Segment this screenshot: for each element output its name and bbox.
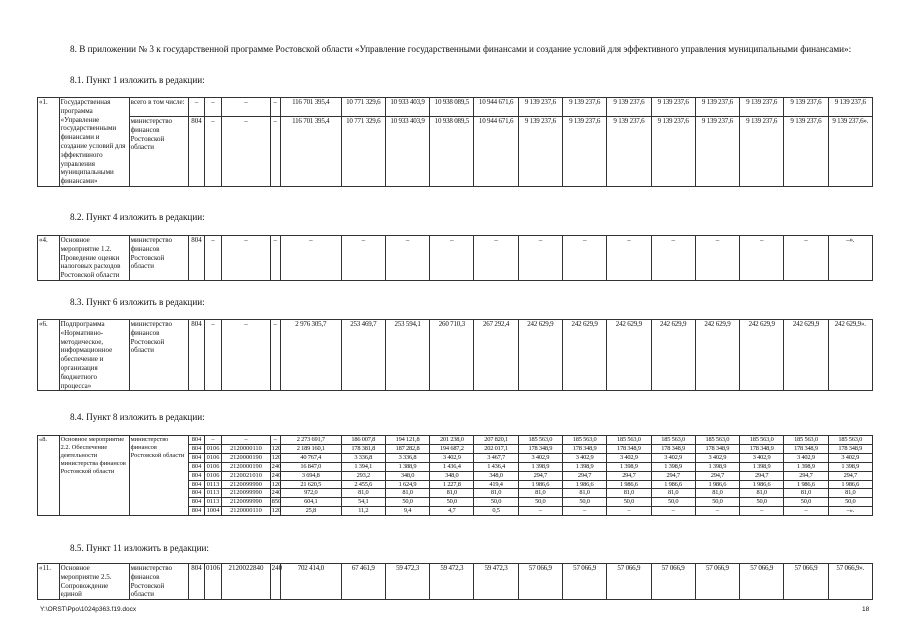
total-amount: 116 701 395,4: [280, 116, 341, 186]
year-amount: 242 629,9: [562, 320, 606, 391]
year-amount: 9 139 237,6: [562, 98, 606, 117]
grbs-code: –: [189, 98, 204, 117]
year-amount: 178 348,9: [518, 444, 562, 453]
year-amount: 194 121,8: [385, 436, 429, 445]
year-amount: 242 629,9».: [828, 320, 872, 391]
section-heading: 8.4. Пункт 8 изложить в редакции:: [70, 412, 205, 422]
item-number: «11.: [38, 564, 60, 600]
year-amount: 1 388,9: [385, 462, 429, 471]
year-amount: 253 469,7: [341, 320, 385, 391]
year-amount: –: [740, 236, 784, 281]
grbs-code: 804: [189, 462, 204, 471]
year-amount: 10 771 329,6: [341, 116, 385, 186]
year-amount: 50,0: [695, 498, 739, 507]
year-amount: 185 563,0: [562, 436, 606, 445]
total-amount: 2 273 691,7: [280, 436, 341, 445]
year-amount: 10 933 403,9: [385, 98, 429, 117]
year-amount: 294,7: [651, 471, 695, 480]
year-amount: 348,0: [430, 471, 474, 480]
item-number: «1.: [38, 98, 60, 187]
responsible-executor: всего в том числе:: [129, 98, 189, 117]
rzpr-code: –: [204, 436, 222, 445]
responsible-executor: министерство финансов Ростовской области: [129, 436, 189, 516]
year-amount: 81,0: [474, 489, 518, 498]
year-amount: 10 944 671,6: [474, 98, 518, 117]
year-amount: 185 563,0: [828, 436, 872, 445]
year-amount: 54,1: [341, 498, 385, 507]
vr-code: 240: [271, 489, 282, 497]
year-amount: 50,0: [607, 498, 651, 507]
year-amount: –: [651, 236, 695, 281]
year-amount: 57 066,9: [651, 564, 695, 600]
vr-code: 120: [271, 480, 282, 488]
year-amount: 1 398,9: [562, 462, 606, 471]
year-amount: –: [518, 507, 562, 516]
year-amount: 81,0: [784, 489, 828, 498]
year-amount: 50,0: [740, 498, 784, 507]
year-amount: 1 394,1: [341, 462, 385, 471]
year-amount: 50,0: [518, 498, 562, 507]
year-amount: 185 563,0: [518, 436, 562, 445]
amendment-table: [37, 235, 873, 281]
year-amount: 185 563,0: [695, 436, 739, 445]
csr-code: –: [222, 436, 270, 445]
rzpr-code: 0106: [204, 471, 222, 480]
year-amount: 348,0: [385, 471, 429, 480]
year-amount: 9 139 237,6: [740, 116, 784, 186]
year-amount: 1 986,6: [784, 480, 828, 489]
year-amount: 1 986,6: [828, 480, 872, 489]
responsible-executor: министерство финансов Ростовской области: [129, 320, 189, 391]
responsible-executor: министерство финансов Ростовской области: [129, 116, 189, 186]
csr-code: 2120099990: [222, 498, 270, 507]
year-amount: 178 348,9: [562, 444, 606, 453]
total-amount: 16 847,0: [280, 462, 341, 471]
year-amount: 50,0: [784, 498, 828, 507]
rzpr-code: 0106: [204, 453, 222, 462]
year-amount: –: [518, 236, 562, 281]
year-amount: 4,7: [430, 507, 474, 516]
year-amount: 57 066,9: [607, 564, 651, 600]
year-amount: 9 139 237,6: [695, 116, 739, 186]
year-amount: 81,0: [430, 489, 474, 498]
year-amount: 9 139 237,6: [651, 116, 695, 186]
year-amount: 9 139 237,6: [740, 98, 784, 117]
year-amount: 267 292,4: [474, 320, 518, 391]
year-amount: –: [607, 236, 651, 281]
year-amount: 9 139 237,6: [607, 116, 651, 186]
year-amount: 242 629,9: [651, 320, 695, 391]
year-amount: 253 594,1: [385, 320, 429, 391]
item-name: Основное мероприятие 2.5. Сопровождение единой: [59, 564, 129, 600]
year-amount: 1 986,6: [651, 480, 695, 489]
year-amount: 3 402,9: [740, 453, 784, 462]
year-amount: 3 402,9: [607, 453, 651, 462]
vr-code: –: [270, 436, 280, 445]
year-amount: 57 066,9: [740, 564, 784, 600]
year-amount: 178 348,9: [607, 444, 651, 453]
year-amount: –: [607, 507, 651, 516]
table-row: [38, 98, 873, 117]
total-amount: 604,1: [280, 498, 341, 507]
year-amount: 294,7: [607, 471, 651, 480]
year-amount: 178 348,9: [740, 444, 784, 453]
year-amount: 3 402,9: [695, 453, 739, 462]
vr-code: 850: [271, 498, 282, 506]
year-amount: –: [695, 236, 739, 281]
year-amount: 348,0: [474, 471, 518, 480]
grbs-code: 804: [189, 453, 204, 462]
csr-code: 2120000110: [222, 444, 270, 453]
year-amount: 9 139 237,6: [518, 98, 562, 117]
year-amount: –: [562, 507, 606, 516]
year-amount: 59 472,3: [385, 564, 429, 600]
year-amount: 3 402,9: [562, 453, 606, 462]
year-amount: 242 629,9: [518, 320, 562, 391]
year-amount: 9,4: [385, 507, 429, 516]
year-amount: 81,0: [740, 489, 784, 498]
year-amount: 1 986,6: [740, 480, 784, 489]
year-amount: 3 336,8: [385, 453, 429, 462]
year-amount: 3 402,9: [430, 453, 474, 462]
year-amount: 50,0: [474, 498, 518, 507]
rzpr-code: –: [204, 98, 222, 117]
grbs-code: 804: [189, 471, 204, 480]
section-heading: 8.1. Пункт 1 изложить в редакции:: [70, 75, 205, 85]
year-amount: 178 348,9: [651, 444, 695, 453]
amendment-table: [37, 97, 873, 187]
year-amount: 293,2: [341, 471, 385, 480]
vr-code: 240: [271, 462, 282, 470]
year-amount: 1 398,9: [651, 462, 695, 471]
year-amount: 9 139 237,6: [695, 98, 739, 117]
year-amount: 9 139 237,6: [784, 98, 828, 117]
year-amount: 419,4: [474, 480, 518, 489]
year-amount: 1 398,9: [828, 462, 872, 471]
amendment-table: [37, 319, 873, 391]
year-amount: 57 066,9: [562, 564, 606, 600]
year-amount: 3 402,9: [828, 453, 872, 462]
rzpr-code: –: [204, 116, 222, 186]
year-amount: 50,0: [562, 498, 606, 507]
year-amount: 50,0: [651, 498, 695, 507]
total-amount: –: [280, 236, 341, 281]
total-amount: 21 620,5: [280, 480, 341, 489]
year-amount: 260 710,3: [430, 320, 474, 391]
year-amount: –: [784, 236, 828, 281]
footer-file-path: Y:\ORST\Ppo\1024p363.f19.docx: [40, 606, 137, 613]
csr-code: 2120000190: [222, 453, 270, 462]
year-amount: 1 986,6: [518, 480, 562, 489]
year-amount: 50,0: [385, 498, 429, 507]
table-row: [38, 116, 873, 186]
item-number: «8.: [38, 436, 60, 516]
vr-code: –: [270, 320, 280, 391]
year-amount: 294,7: [562, 471, 606, 480]
year-amount: 207 820,1: [474, 436, 518, 445]
year-amount: 10 771 329,6: [341, 98, 385, 117]
year-amount: 1 398,9: [695, 462, 739, 471]
year-amount: 81,0: [518, 489, 562, 498]
year-amount: 242 629,9: [607, 320, 651, 391]
vr-code: 240: [270, 564, 280, 600]
vr-code: –: [270, 98, 280, 117]
year-amount: 81,0: [341, 489, 385, 498]
year-amount: 57 066,9: [695, 564, 739, 600]
table-row: [38, 236, 873, 281]
year-amount: 1 227,8: [430, 480, 474, 489]
grbs-code: 804: [189, 489, 204, 498]
year-amount: 9 139 237,6: [651, 98, 695, 117]
amendment-intro: 8. В приложении № 3 к государственной программе Ростовской области «Управление государственными финансами и создание условий для эффективного управления муниципальными финансами»:: [70, 44, 852, 54]
vr-code: 240: [271, 471, 282, 479]
item-name: Основное мероприятие 1.2. Проведение оценки налоговых расходов Ростовской области: [59, 236, 129, 281]
year-amount: 294,7: [784, 471, 828, 480]
item-name: Подпрограмма «Нормативно-методическое, информационное обеспечение и организация бюджетного процесса»: [59, 320, 129, 391]
vr-code: 120: [271, 507, 282, 515]
year-amount: 194 687,2: [430, 444, 474, 453]
vr-code: 120: [271, 453, 282, 461]
year-amount: –: [651, 507, 695, 516]
total-amount: 40 767,4: [280, 453, 341, 462]
year-amount: –».: [828, 507, 872, 516]
csr-code: 2120000110: [222, 507, 270, 516]
rzpr-code: 0106: [204, 564, 222, 600]
year-amount: 201 238,0: [430, 436, 474, 445]
responsible-executor: министерство финансов Ростовской области: [129, 236, 189, 281]
year-amount: 50,0: [828, 498, 872, 507]
section-heading: 8.5. Пункт 11 изложить в редакции:: [70, 543, 209, 553]
item-name: Государственная программа «Управление государственными финансами и создание условий для эффективного управления муниципальными финансами»: [59, 98, 129, 187]
vr-code: –: [270, 116, 280, 186]
year-amount: 3 467,7: [474, 453, 518, 462]
total-amount: 116 701 395,4: [280, 98, 341, 117]
grbs-code: 804: [189, 320, 204, 391]
year-amount: 9 139 237,6: [562, 116, 606, 186]
year-amount: 185 563,0: [651, 436, 695, 445]
year-amount: 1 398,9: [607, 462, 651, 471]
item-name: Основное мероприятие 2.2. Обеспечение деятельности министерства финансов Ростовской области: [59, 436, 129, 516]
year-amount: 10 938 089,5: [430, 98, 474, 117]
total-amount: 972,0: [280, 489, 341, 498]
year-amount: 242 629,9: [784, 320, 828, 391]
year-amount: 242 629,9: [695, 320, 739, 391]
year-amount: 10 933 403,9: [385, 116, 429, 186]
year-amount: –: [784, 507, 828, 516]
csr-code: –: [222, 236, 270, 281]
year-amount: 81,0: [385, 489, 429, 498]
year-amount: 3 402,9: [518, 453, 562, 462]
year-amount: 59 472,3: [430, 564, 474, 600]
section-heading: 8.2. Пункт 4 изложить в редакции:: [70, 212, 205, 222]
year-amount: 10 938 089,5: [430, 116, 474, 186]
grbs-code: 804: [189, 116, 204, 186]
year-amount: –: [695, 507, 739, 516]
rzpr-code: –: [204, 320, 222, 391]
year-amount: 9 139 237,6: [607, 98, 651, 117]
year-amount: –: [562, 236, 606, 281]
year-amount: 178 348,9: [828, 444, 872, 453]
year-amount: 185 563,0: [784, 436, 828, 445]
csr-code: 2120000190: [222, 462, 270, 471]
year-amount: 1 398,9: [740, 462, 784, 471]
year-amount: 1 436,4: [474, 462, 518, 471]
year-amount: 9 139 237,6: [828, 98, 872, 117]
year-amount: 67 461,9: [341, 564, 385, 600]
total-amount: 25,8: [280, 507, 341, 516]
year-amount: 1 986,6: [695, 480, 739, 489]
year-amount: –: [740, 507, 784, 516]
year-amount: 2 455,6: [341, 480, 385, 489]
rzpr-code: –: [204, 236, 222, 281]
year-amount: 1 624,9: [385, 480, 429, 489]
rzpr-code: 0113: [204, 480, 222, 489]
year-amount: 294,7: [740, 471, 784, 480]
year-amount: 185 563,0: [740, 436, 784, 445]
year-amount: 81,0: [562, 489, 606, 498]
csr-code: 2120022840: [222, 564, 270, 600]
year-amount: 1 986,6: [607, 480, 651, 489]
year-amount: 178 381,8: [341, 444, 385, 453]
year-amount: 57 066,9: [784, 564, 828, 600]
year-amount: 59 472,3: [474, 564, 518, 600]
year-amount: 0,5: [474, 507, 518, 516]
total-amount: 702 414,0: [280, 564, 341, 600]
year-amount: –: [474, 236, 518, 281]
year-amount: –: [430, 236, 474, 281]
section-heading: 8.3. Пункт 6 изложить в редакции:: [70, 297, 205, 307]
year-amount: 1 398,9: [518, 462, 562, 471]
rzpr-code: 0113: [204, 498, 222, 507]
year-amount: 10 944 671,6: [474, 116, 518, 186]
year-amount: 3 402,9: [651, 453, 695, 462]
year-amount: 81,0: [695, 489, 739, 498]
year-amount: 178 348,9: [784, 444, 828, 453]
grbs-code: 804: [189, 507, 204, 516]
table-row: [38, 320, 873, 391]
year-amount: 9 139 237,6».: [828, 116, 872, 186]
vr-code: 120: [271, 444, 282, 452]
item-number: «4.: [38, 236, 60, 281]
year-amount: 9 139 237,6: [784, 116, 828, 186]
csr-code: 2120021010: [222, 471, 270, 480]
grbs-code: 804: [189, 498, 204, 507]
year-amount: 178 348,9: [695, 444, 739, 453]
rzpr-code: 0106: [204, 444, 222, 453]
year-amount: 3 402,9: [784, 453, 828, 462]
page-number: 18: [862, 606, 870, 613]
total-amount: 3 694,8: [280, 471, 341, 480]
csr-code: –: [222, 320, 270, 391]
grbs-code: 804: [189, 480, 204, 489]
vr-code: –: [270, 236, 280, 281]
year-amount: 202 017,1: [474, 444, 518, 453]
total-amount: 2 189 160,1: [280, 444, 341, 453]
rzpr-code: 0113: [204, 489, 222, 498]
grbs-code: 804: [189, 564, 204, 600]
year-amount: –».: [828, 236, 872, 281]
year-amount: 11,2: [341, 507, 385, 516]
year-amount: 81,0: [828, 489, 872, 498]
year-amount: 1 398,9: [784, 462, 828, 471]
year-amount: 81,0: [651, 489, 695, 498]
year-amount: 9 139 237,6: [518, 116, 562, 186]
year-amount: 187 282,8: [385, 444, 429, 453]
responsible-executor: министерство финансов Ростовской области: [129, 564, 189, 600]
rzpr-code: 1004: [204, 507, 222, 516]
table-row: [38, 564, 873, 600]
year-amount: 1 986,6: [562, 480, 606, 489]
year-amount: 1 436,4: [430, 462, 474, 471]
grbs-code: 804: [189, 236, 204, 281]
table-row: [38, 436, 873, 445]
csr-code: 2120099990: [222, 480, 270, 489]
year-amount: 242 629,9: [740, 320, 784, 391]
item-number: «6.: [38, 320, 60, 391]
year-amount: 186 007,8: [341, 436, 385, 445]
year-amount: 50,0: [430, 498, 474, 507]
year-amount: 185 563,0: [607, 436, 651, 445]
year-amount: 3 336,8: [341, 453, 385, 462]
total-amount: 2 976 305,7: [280, 320, 341, 391]
rzpr-code: 0106: [204, 462, 222, 471]
amendment-table: [37, 435, 873, 516]
year-amount: 294,7: [828, 471, 872, 480]
year-amount: 81,0: [607, 489, 651, 498]
year-amount: 57 066,9: [518, 564, 562, 600]
csr-code: –: [222, 116, 270, 186]
amendment-table: [37, 563, 873, 600]
year-amount: –: [385, 236, 429, 281]
grbs-code: 804: [189, 444, 204, 453]
year-amount: –: [341, 236, 385, 281]
csr-code: 2120099990: [222, 489, 270, 498]
year-amount: 294,7: [695, 471, 739, 480]
csr-code: –: [222, 98, 270, 117]
year-amount: 57 066,9».: [828, 564, 872, 600]
year-amount: 294,7: [518, 471, 562, 480]
grbs-code: 804: [189, 436, 204, 445]
